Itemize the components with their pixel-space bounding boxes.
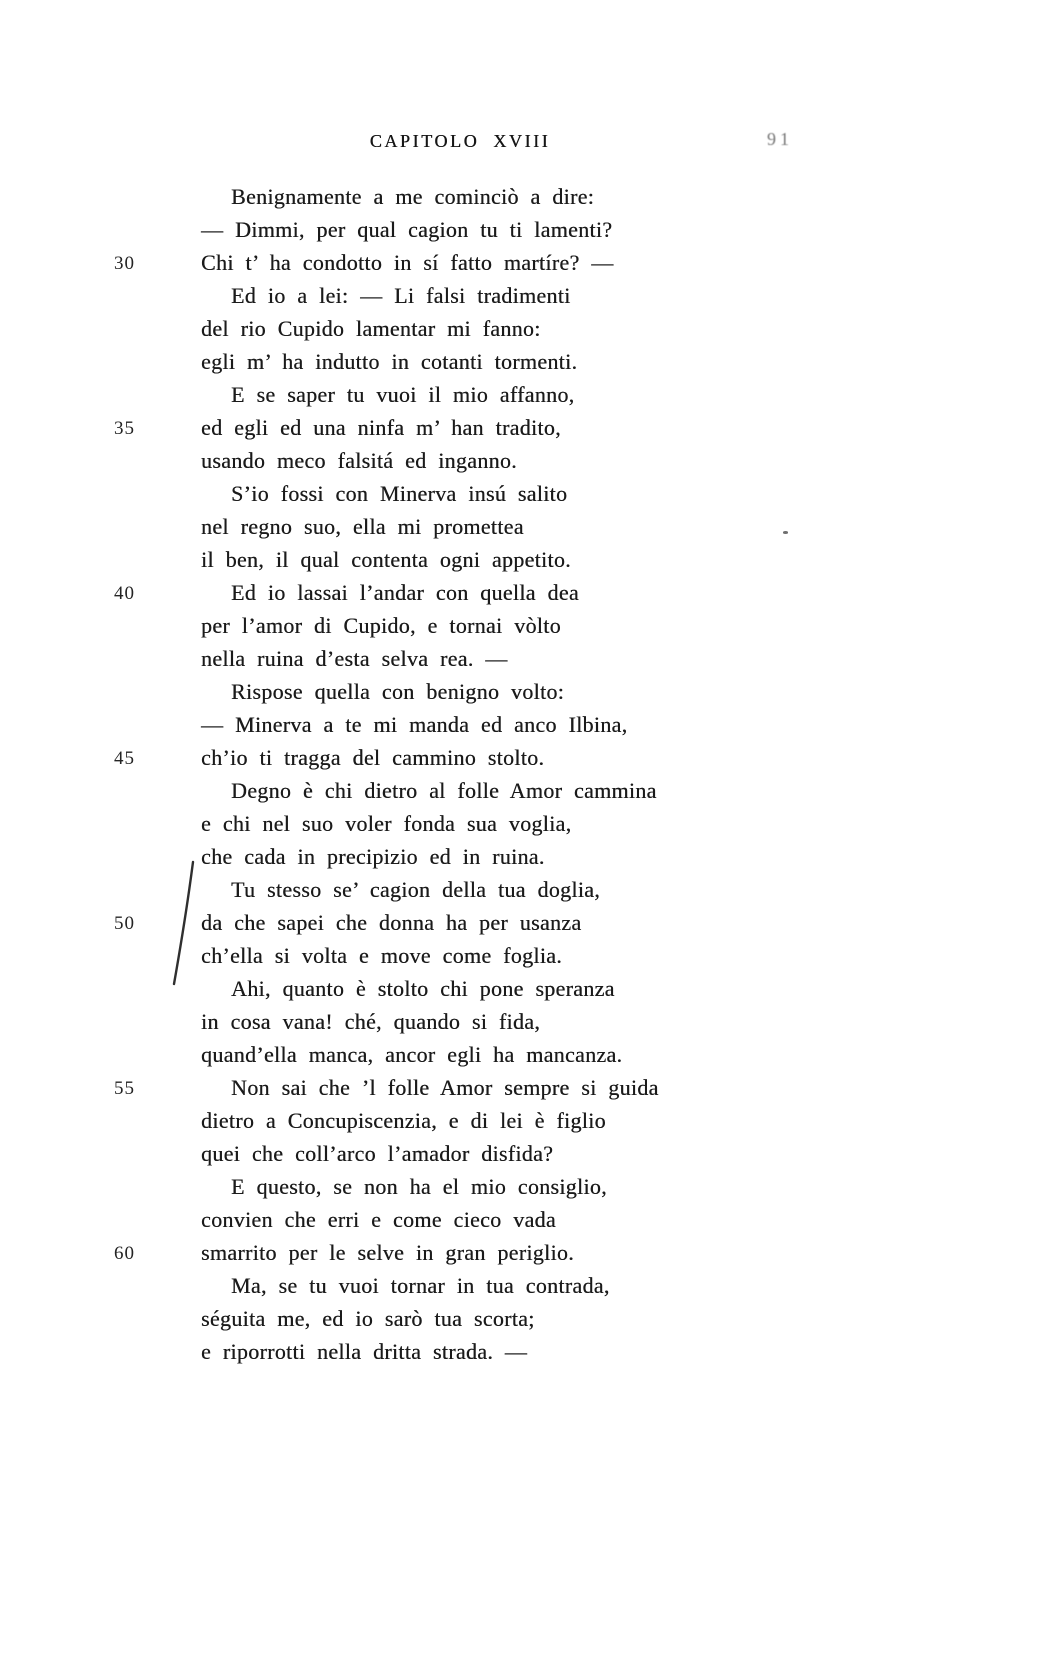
poem-line	[0, 578, 1059, 611]
verse-text: Ed io a lei: — Li falsi tradimenti	[231, 283, 571, 308]
poem-line	[0, 248, 1059, 281]
verse-text: quei che coll’arco l’amador disfida?	[201, 1141, 554, 1166]
poem-line	[0, 677, 1059, 710]
verse-text: ed egli ed una ninfa m’ han tradito,	[201, 415, 561, 440]
poem-line	[0, 1106, 1059, 1139]
margin-line-number: 35	[114, 418, 135, 439]
verse-text: Tu stesso se’ cagion della tua doglia,	[231, 877, 601, 902]
poem-line	[0, 1139, 1059, 1172]
verse-text: ch’io ti tragga del cammino stolto.	[201, 745, 545, 770]
poem-line	[0, 743, 1059, 776]
poem-line	[0, 809, 1059, 842]
verse-text: smarrito per le selve in gran periglio.	[201, 1240, 574, 1265]
verse-text: Degno è chi dietro al folle Amor cammina	[231, 778, 657, 803]
poem-line	[0, 215, 1059, 248]
poem-text-block	[0, 182, 1059, 1370]
verse-text: Ahi, quanto è stolto chi pone speranza	[231, 976, 615, 1001]
margin-line-number: 55	[114, 1078, 135, 1099]
poem-line	[0, 1073, 1059, 1106]
poem-line	[0, 1271, 1059, 1304]
margin-line-number: 50	[114, 913, 135, 934]
poem-line	[0, 974, 1059, 1007]
verse-text: da che sapei che donna ha per usanza	[201, 910, 582, 935]
poem-line	[0, 314, 1059, 347]
poem-line	[0, 1040, 1059, 1073]
verse-text: — Minerva a te mi manda ed anco Ilbina,	[201, 712, 628, 737]
verse-text: E se saper tu vuoi il mio affanno,	[231, 382, 575, 407]
poem-line	[0, 347, 1059, 380]
verse-text: Rispose quella con benigno volto:	[231, 679, 565, 704]
verse-text: per l’amor di Cupido, e tornai vòlto	[201, 613, 561, 638]
poem-line	[0, 776, 1059, 809]
verse-text: e chi nel suo voler fonda sua voglia,	[201, 811, 572, 836]
verse-text: Ed io lassai l’andar con quella dea	[231, 580, 579, 605]
page-number: 91	[767, 129, 793, 149]
verse-text: ch’ella si volta e move come foglia.	[201, 943, 563, 968]
poem-line	[0, 182, 1059, 215]
verse-text: usando meco falsitá ed inganno.	[201, 448, 517, 473]
poem-line	[0, 479, 1059, 512]
verse-text: convien che erri e come cieco vada	[201, 1207, 556, 1232]
poem-line	[0, 1238, 1059, 1271]
poem-line	[0, 1337, 1059, 1370]
verse-text: — Dimmi, per qual cagion tu ti lamenti?	[201, 217, 613, 242]
margin-line-number: 60	[114, 1243, 135, 1264]
chapter-title: CAPITOLO XVIII	[369, 131, 551, 151]
poem-line	[0, 842, 1059, 875]
poem-line	[0, 611, 1059, 644]
poem-line	[0, 908, 1059, 941]
verse-text: il ben, il qual contenta ogni appetito.	[201, 547, 571, 572]
poem-line	[0, 875, 1059, 908]
poem-line	[0, 710, 1059, 743]
poem-line	[0, 1007, 1059, 1040]
poem-line	[0, 281, 1059, 314]
poem-line	[0, 413, 1059, 446]
verse-text: che cada in precipizio ed in ruina.	[201, 844, 545, 869]
verse-text: E questo, se non ha el mio consiglio,	[231, 1174, 607, 1199]
verse-text: Benignamente a me cominciò a dire:	[231, 184, 595, 209]
verse-text: S’io fossi con Minerva insú salito	[231, 481, 568, 506]
poem-line	[0, 446, 1059, 479]
verse-text: nel regno suo, ella mi promettea	[201, 514, 524, 539]
verse-text: e riporrotti nella dritta strada. —	[201, 1339, 528, 1364]
verse-text: del rio Cupido lamentar mi fanno:	[201, 316, 541, 341]
verse-text: egli m’ ha indutto in cotanti tormenti.	[201, 349, 578, 374]
margin-line-number: 30	[114, 253, 135, 274]
verse-text: nella ruina d’esta selva rea. —	[201, 646, 508, 671]
poem-line	[0, 644, 1059, 677]
verse-text: quand’ella manca, ancor egli ha mancanza.	[201, 1042, 623, 1067]
poem-line	[0, 545, 1059, 578]
verse-text: Chi t’ ha condotto in sí fatto martíre? —	[201, 250, 614, 275]
ink-speck	[783, 531, 788, 534]
poem-line	[0, 1304, 1059, 1337]
poem-line	[0, 1172, 1059, 1205]
poem-line	[0, 380, 1059, 413]
verse-text: séguita me, ed io sarò tua scorta;	[201, 1306, 535, 1331]
verse-text: Ma, se tu vuoi tornar in tua contrada,	[231, 1273, 610, 1298]
poem-line	[0, 512, 1059, 545]
poem-line	[0, 941, 1059, 974]
verse-text: Non sai che ’l folle Amor sempre si guida	[231, 1075, 659, 1100]
margin-line-number: 45	[114, 748, 135, 769]
verse-text: in cosa vana! ché, quando si fida,	[201, 1009, 541, 1034]
verse-text: dietro a Concupiscenzia, e di lei è figlio	[201, 1108, 606, 1133]
poem-line	[0, 1205, 1059, 1238]
margin-line-number: 40	[114, 583, 135, 604]
